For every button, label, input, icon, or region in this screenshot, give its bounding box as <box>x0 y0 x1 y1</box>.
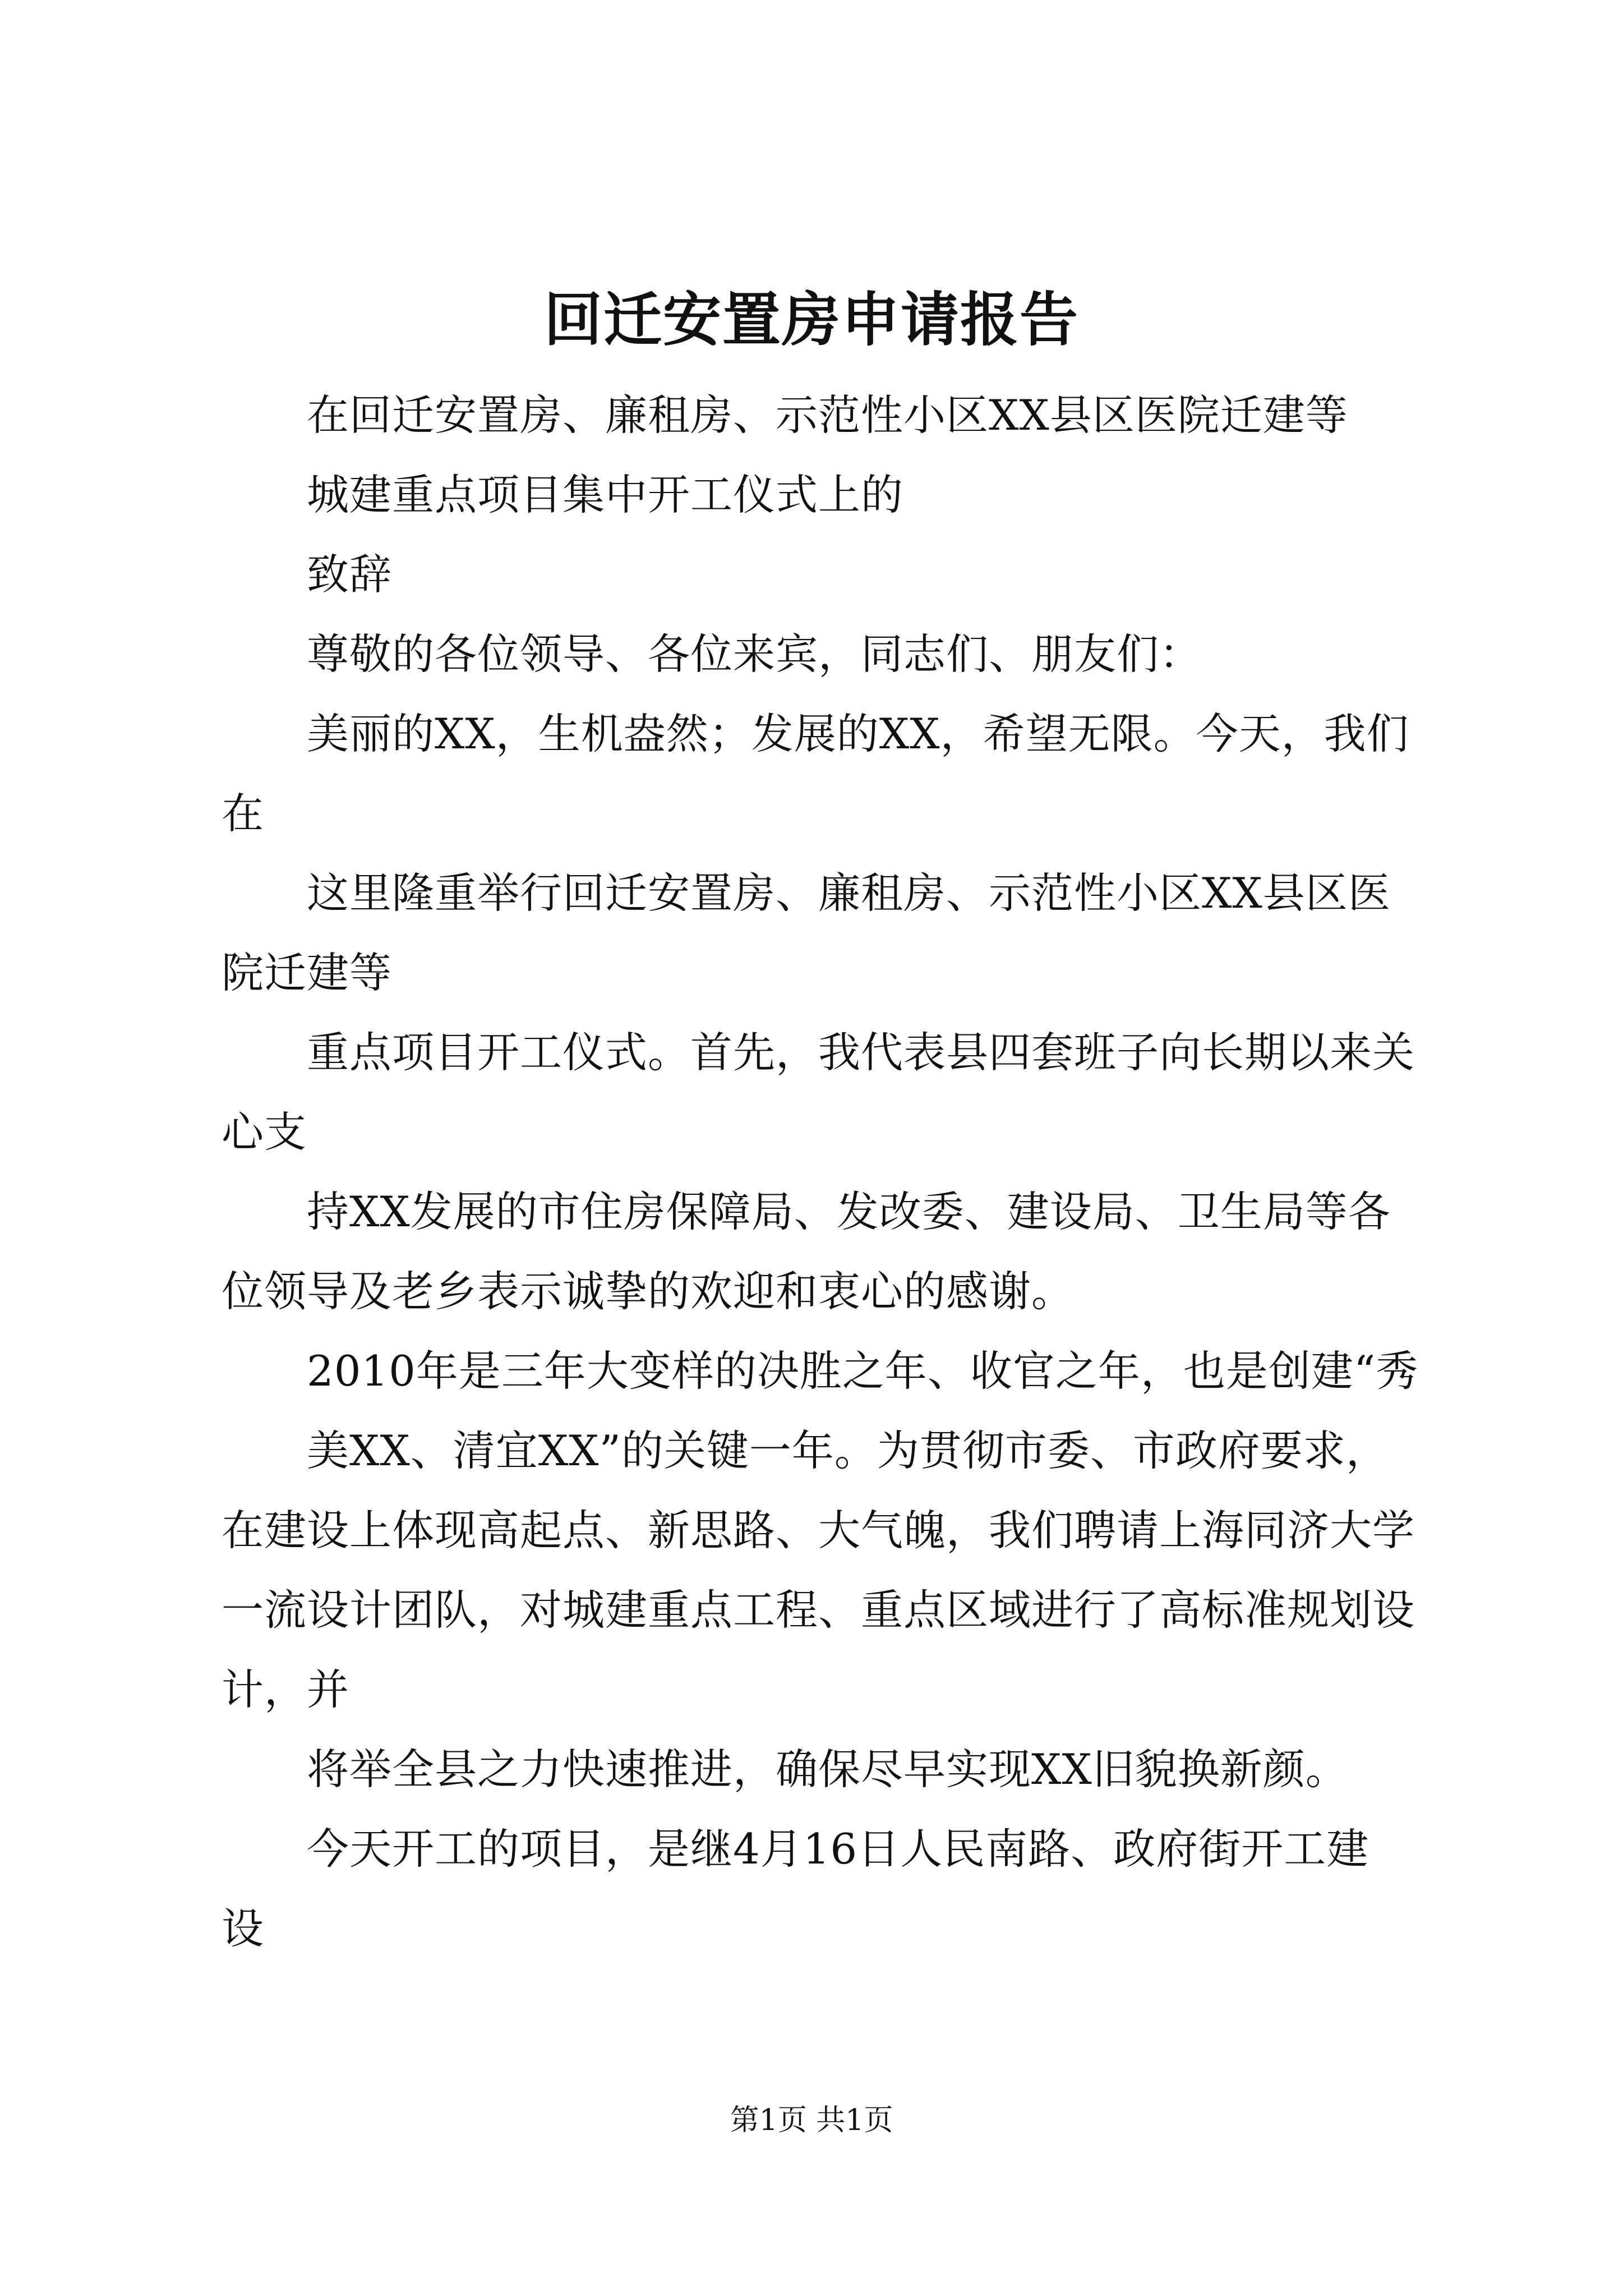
body-line: 2010年是三年大变样的决胜之年、收官之年，也是创建“秀 <box>307 1346 1419 1396</box>
body-line: 在回迁安置房、廉租房、示范性小区XX县区医院迁建等 <box>307 390 1348 440</box>
body-line: 在 <box>222 789 265 838</box>
body-line: 将举全县之力快速推进，确保尽早实现XX旧貌换新颜。 <box>307 1745 1348 1794</box>
body-line: 这里隆重举行回迁安置房、廉租房、示范性小区XX县区医 <box>307 868 1391 918</box>
body-line: 今天开工的项目，是继4月16日人民南路、政府街开工建 <box>307 1824 1370 1874</box>
body-line: 美XX、清宜XX”的关键一年。为贯彻市委、市政府要求， <box>307 1426 1389 1475</box>
body-line: 心支 <box>222 1107 307 1157</box>
body-line: 持XX发展的市住房保障局、发改委、建设局、卫生局等各 <box>307 1187 1391 1236</box>
body-line: 计，并 <box>222 1665 350 1714</box>
body-line: 美丽的XX，生机盎然；发展的XX，希望无限。今天，我们 <box>307 709 1409 758</box>
body-line: 院迁建等 <box>222 948 393 997</box>
body-line: 尊敬的各位领导、各位来宾，同志们、朋友们： <box>307 629 1202 679</box>
body-line: 城建重点项目集中开工仪式上的 <box>307 470 904 519</box>
body-line: 位领导及老乡表示诚挚的欢迎和衷心的感谢。 <box>222 1267 1075 1316</box>
body-line: 重点项目开工仪式。首先，我代表县四套班子向长期以来关 <box>307 1028 1415 1077</box>
document-title: 回迁安置房申请报告 <box>543 285 1079 354</box>
page-footer: 第1页 共1页 <box>730 2104 893 2137</box>
body-line: 一流设计团队，对城建重点工程、重点区域进行了高标准规划设 <box>222 1585 1415 1635</box>
body-line: 在建设上体现高起点、新思路、大气魄，我们聘请上海同济大学 <box>222 1506 1415 1555</box>
body-line: 致辞 <box>307 550 393 599</box>
body-line: 设 <box>222 1904 265 1953</box>
